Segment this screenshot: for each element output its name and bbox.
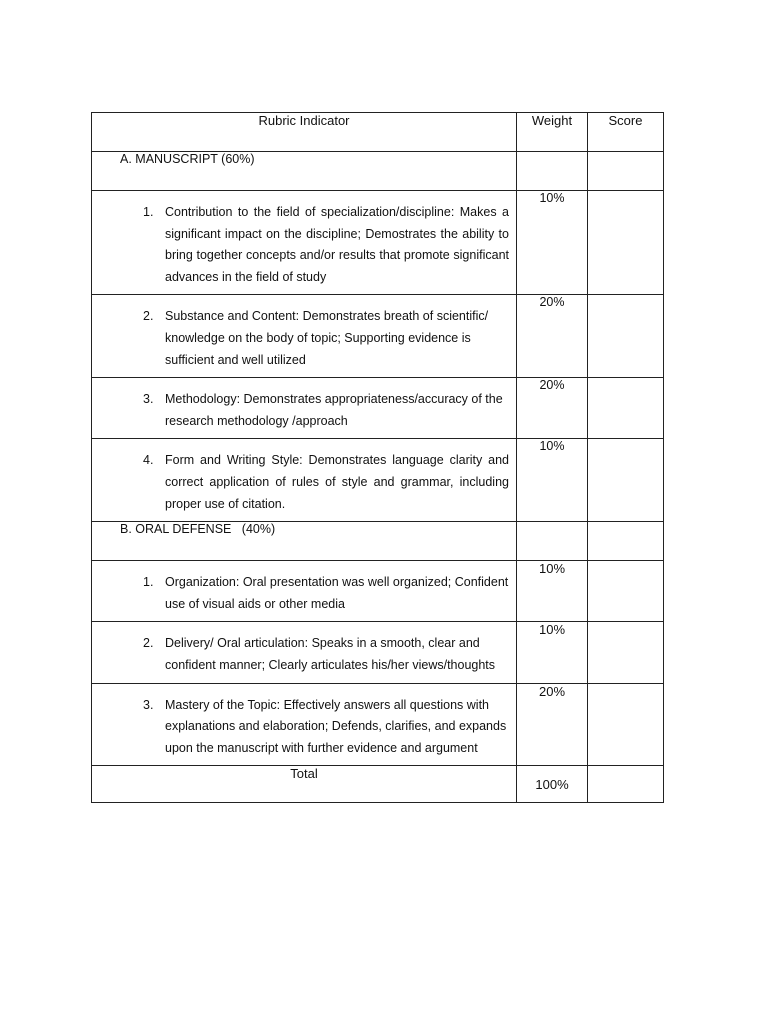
total-row (92, 766, 664, 803)
table-row (92, 191, 664, 295)
score-cell (588, 191, 664, 295)
rubric-table (91, 112, 664, 803)
header-indicator: Rubric Indicator (92, 113, 517, 152)
section-title: B. ORAL DEFENSE (40%) (92, 522, 517, 561)
total-label: Total (92, 766, 517, 803)
table-row (92, 378, 664, 439)
item-number: 3. (143, 392, 154, 407)
score-cell (588, 439, 664, 522)
section-title: A. MANUSCRIPT (60%) (92, 152, 517, 191)
item-text: Contribution to the field of specialization/discipline: Makes a significant impact on the discipline; Demostrates the ability to bring together concepts and/or results that promote significant advances in the field of study (165, 205, 509, 284)
weight-cell (517, 152, 588, 191)
score-cell (588, 622, 664, 683)
score-cell (588, 683, 664, 766)
table-row (92, 683, 664, 766)
item-weight: 20% (517, 295, 588, 378)
item-number: 1. (143, 205, 154, 219)
item-number: 2. (143, 636, 154, 651)
item-number: 4. (143, 453, 154, 468)
score-cell (588, 561, 664, 622)
table-row (92, 622, 664, 683)
item-weight: 10% (517, 622, 588, 683)
item-number: 3. (143, 697, 154, 712)
section-row-oral-defense (92, 522, 664, 561)
table-row (92, 295, 664, 378)
item-text: Form and Writing Style: Demonstrates language clarity and correct application of rules of style and grammar, including proper use of citation. (165, 453, 509, 511)
item-text: Delivery/ Oral articulation: Speaks in a smooth, clear and confident manner; Clearly articulates his/her views/thoughts (165, 636, 496, 672)
score-cell (588, 522, 664, 561)
item-text: Substance and Content: Demonstrates breath of scientific/ knowledge on the body of topic; Supporting evidence is sufficient and well utilized (165, 309, 489, 367)
item-number: 1. (143, 575, 154, 590)
header-score: Score (588, 113, 664, 152)
item-weight: 10% (517, 561, 588, 622)
table-row (92, 561, 664, 622)
section-row-manuscript (92, 152, 664, 191)
total-weight: 100% (517, 766, 588, 803)
table-row (92, 439, 664, 522)
header-weight: Weight (517, 113, 588, 152)
item-text: Organization: Oral presentation was well organized; Confident use of visual aids or other media (165, 575, 509, 611)
header-row (92, 113, 664, 152)
item-text: Methodology: Demonstrates appropriateness/accuracy of the research methodology /approach (165, 392, 503, 428)
score-cell (588, 378, 664, 439)
item-weight: 10% (517, 439, 588, 522)
score-cell (588, 295, 664, 378)
item-weight: 10% (517, 191, 588, 295)
item-weight: 20% (517, 683, 588, 766)
item-number: 2. (143, 309, 154, 324)
item-text: Mastery of the Topic: Effectively answers all questions with explanations and elaboration; Defends, clarifies, and expands upon the manuscript with further evidence and argument (165, 697, 507, 755)
score-cell (588, 152, 664, 191)
total-score-cell (588, 766, 664, 803)
weight-cell (517, 522, 588, 561)
item-weight: 20% (517, 378, 588, 439)
